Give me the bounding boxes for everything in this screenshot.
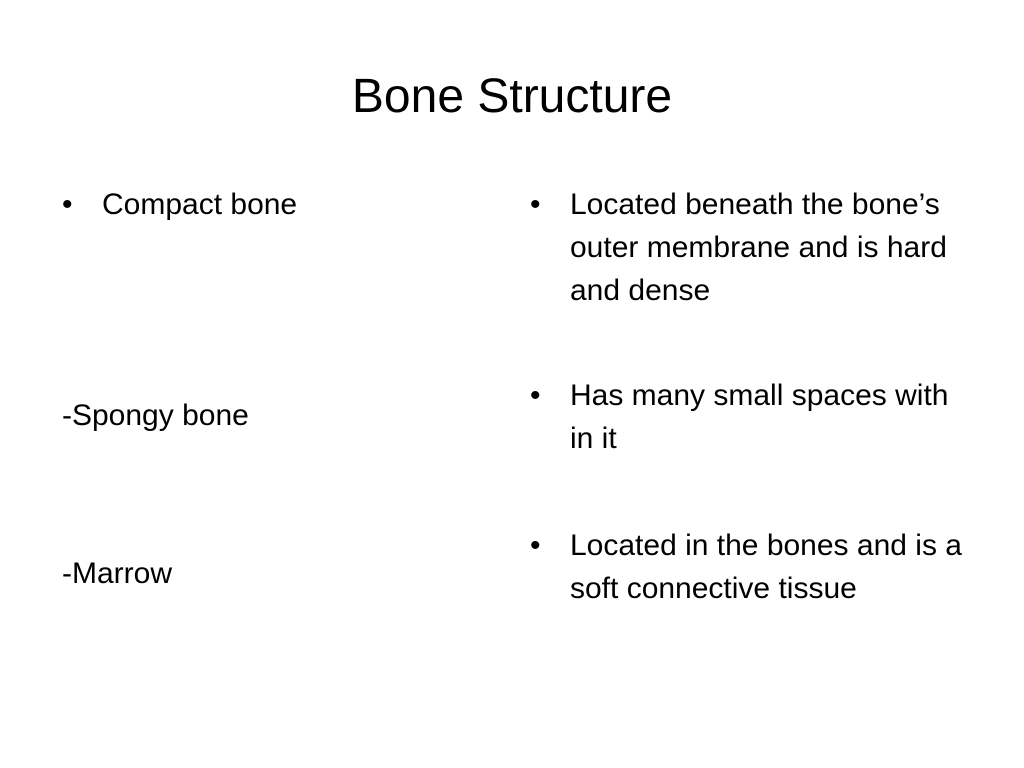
bullet-icon: • <box>62 188 73 221</box>
definition-spongy-bone: Has many small spaces with in it <box>570 379 949 455</box>
term-compact-bone: Compact bone <box>102 188 298 221</box>
bullet-icon: • <box>530 188 541 221</box>
slide-title: Bone Structure <box>351 70 673 123</box>
right-bullet-item <box>530 374 970 460</box>
left-bullet-item <box>62 183 482 226</box>
bullet-icon: • <box>530 379 541 412</box>
bullet-icon: • <box>530 529 541 562</box>
term-spongy-bone: -Spongy bone <box>62 399 249 432</box>
right-bullet-item <box>530 183 970 312</box>
definition-compact-bone: Located beneath the bone’s outer membrane and is hard and dense <box>570 188 947 307</box>
right-bullet-item <box>530 524 970 610</box>
term-marrow: -Marrow <box>62 557 172 590</box>
definition-marrow: Located in the bones and is a soft connective tissue <box>570 529 962 605</box>
